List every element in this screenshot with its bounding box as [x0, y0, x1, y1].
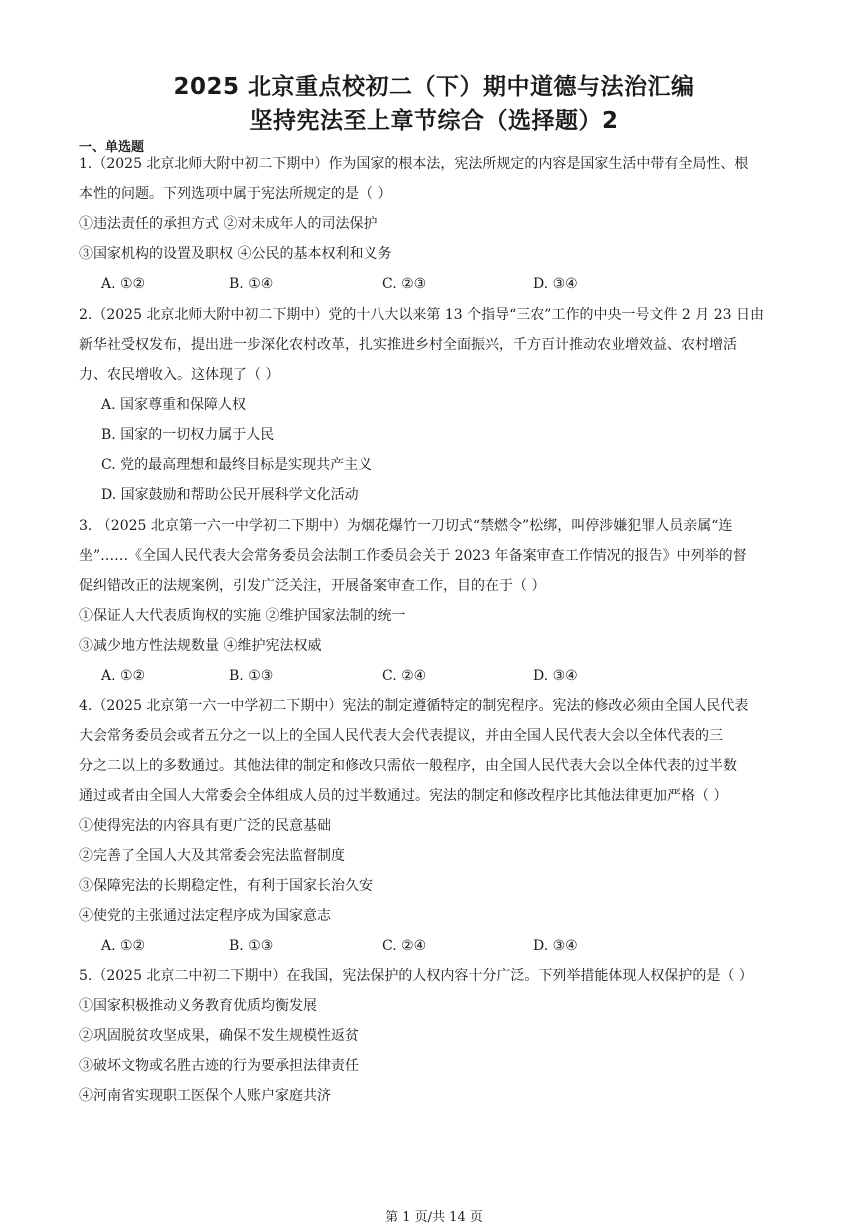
- statement-item: ①国家积极推动义务教育优质均衡发展: [79, 998, 317, 1014]
- choice-c[interactable]: C. ②④: [382, 938, 427, 954]
- statement-item: ③国家机构的设置及职权 ④公民的基本权利和义务: [79, 246, 392, 262]
- choice-c[interactable]: C. ②④: [382, 668, 427, 684]
- question-text-line: 坐”……《全国人民代表大会常务委员会法制工作委员会关于 2023 年备案审查工作情况的报告》中列举的督: [79, 548, 747, 564]
- statement-item: ④河南省实现职工医保个人账户家庭共济: [79, 1088, 331, 1104]
- statement-item: ③保障宪法的长期稳定性，有利于国家长治久安: [79, 878, 373, 894]
- question-text-line: 通过或者由全国人大常委会全体组成人员的过半数通过。宪法的制定和修改程序比其他法律更加严格（ ）: [79, 788, 728, 804]
- choice-c[interactable]: C. ②③: [382, 276, 427, 292]
- choice-d[interactable]: D. 国家鼓励和帮助公民开展科学文化活动: [101, 487, 359, 503]
- choice-d[interactable]: D. ③④: [533, 276, 578, 292]
- statement-item: ①违法责任的承担方式 ②对未成年人的司法保护: [79, 216, 378, 232]
- statement-item: ①保证人大代表质询权的实施 ②维护国家法制的统一: [79, 608, 406, 624]
- section-heading: 一、单选题: [79, 140, 145, 155]
- choice-d[interactable]: D. ③④: [533, 668, 578, 684]
- question-text-line: 3. （2025 北京第一六一中学初二下期中）为烟花爆竹一刀切式“禁燃令”松绑，叫停涉嫌犯罪人员亲属“连: [79, 518, 733, 534]
- choice-b[interactable]: B. ①③: [229, 668, 274, 684]
- question-text-line: 大会常务委员会或者五分之一以上的全国人民代表大会代表提议，并由全国人民代表大会以全体代表的三: [79, 728, 723, 744]
- choice-a[interactable]: A. ①②: [101, 668, 146, 684]
- statement-item: ②巩固脱贫攻坚成果，确保不发生规模性返贫: [79, 1028, 359, 1044]
- statement-item: ③减少地方性法规数量 ④维护宪法权威: [79, 638, 322, 654]
- statement-item: ③破坏文物或名胜古迹的行为要承担法律责任: [79, 1058, 359, 1074]
- choice-a[interactable]: A. 国家尊重和保障人权: [101, 397, 247, 413]
- document-title-line1: 2025 北京重点校初二（下）期中道德与法治汇编: [173, 74, 695, 100]
- page-number: 第 1 页/共 14 页: [385, 1210, 483, 1225]
- statement-item: ④使党的主张通过法定程序成为国家意志: [79, 908, 331, 924]
- question-text-line: 力、农民增收入。这体现了（ ）: [79, 367, 280, 383]
- question-text-line: 分之二以上的多数通过。其他法律的制定和修改只需依一般程序，由全国人民代表大会以全体代表的过半数: [79, 758, 737, 774]
- question-text-line: 5.（2025 北京二中初二下期中）在我国，宪法保护的人权内容十分广泛。下列举措能体现人权保护的是（ ）: [79, 968, 753, 984]
- choice-a[interactable]: A. ①②: [101, 276, 146, 292]
- choice-d[interactable]: D. ③④: [533, 938, 578, 954]
- choice-a[interactable]: A. ①②: [101, 938, 146, 954]
- choice-b[interactable]: B. ①④: [229, 276, 274, 292]
- question-text-line: 2.（2025 北京北师大附中初二下期中）党的十八大以来第 13 个指导“三农”工作的中央一号文件 2 月 23 日由: [79, 307, 764, 323]
- question-text-line: 促纠错改正的法规案例，引发广泛关注，开展备案审查工作，目的在于（ ）: [79, 578, 546, 594]
- choice-c[interactable]: C. 党的最高理想和最终目标是实现共产主义: [101, 457, 373, 473]
- document-title-line2: 坚持宪法至上章节综合（选择题）2: [249, 108, 619, 134]
- statement-item: ①使得宪法的内容具有更广泛的民意基础: [79, 818, 331, 834]
- choice-b[interactable]: B. ①③: [229, 938, 274, 954]
- choice-b[interactable]: B. 国家的一切权力属于人民: [101, 427, 275, 443]
- question-text-line: 新华社受权发布，提出进一步深化农村改革，扎实推进乡村全面振兴，千方百计推动农业增效益、农村增活: [79, 337, 737, 353]
- question-text-line: 4.（2025 北京第一六一中学初二下期中）宪法的制定遵循特定的制宪程序。宪法的修改必须由全国人民代表: [79, 698, 749, 714]
- statement-item: ②完善了全国人大及其常委会宪法监督制度: [79, 848, 345, 864]
- question-text-line: 1.（2025 北京北师大附中初二下期中）作为国家的根本法，宪法所规定的内容是国家生活中带有全局性、根: [79, 156, 749, 172]
- question-text-line: 本性的问题。下列选项中属于宪法所规定的是（ ）: [79, 186, 392, 202]
